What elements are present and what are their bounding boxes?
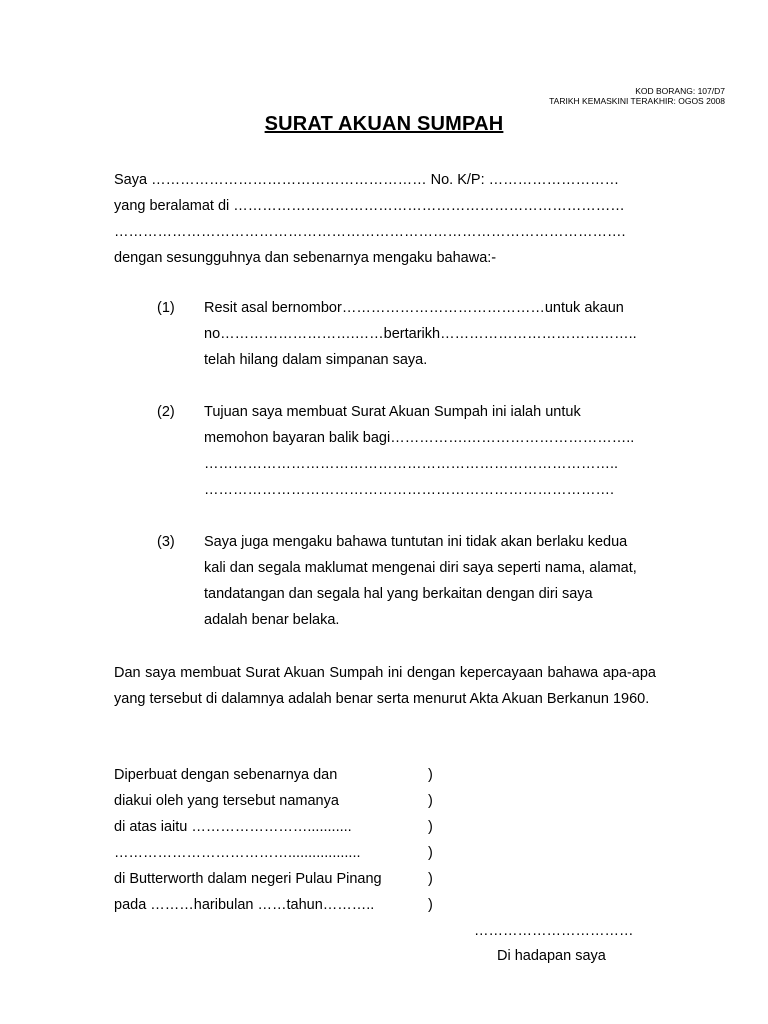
item-3-number: (3) xyxy=(157,534,175,550)
item-3-line-4: adalah benar belaka. xyxy=(204,612,340,628)
item-2-number: (2) xyxy=(157,404,175,420)
bracket-4: ) xyxy=(428,845,433,861)
intro-line-2: yang beralamat di ……………………………………………………………………… xyxy=(114,198,625,214)
witness-signature-line: …………………………… xyxy=(474,923,634,939)
sign-line-5: di Butterworth dalam negeri Pulau Pinang xyxy=(114,871,382,887)
bracket-6: ) xyxy=(428,897,433,913)
item-1-number: (1) xyxy=(157,300,175,316)
form-code: KOD BORANG: 107/D7 xyxy=(635,86,725,96)
intro-line-1: Saya ………………………………………………… No. K/P: ……………………… xyxy=(114,172,620,188)
item-1-line-2: no……………………….……bertarikh………………………………….. xyxy=(204,326,637,342)
declaration-paragraph: Dan saya membuat Surat Akuan Sumpah ini dengan kepercayaan bahawa apa-apa yang tersebut di dalamnya adalah benar serta menurut Akta Akuan Berkanun 1960. xyxy=(114,665,656,707)
bracket-3: ) xyxy=(428,819,433,835)
bracket-2: ) xyxy=(428,793,433,809)
item-3-line-3: tandatangan dan segala hal yang berkaitan dengan diri saya xyxy=(204,586,593,602)
item-1-line-1: Resit asal bernombor……………………………………untuk akaun xyxy=(204,300,624,316)
form-meta xyxy=(549,86,725,106)
sign-line-3: di atas iaitu ……………………........... xyxy=(114,819,352,835)
item-2-line-2: memohon bayaran balik bagi…………….…………………………….. xyxy=(204,430,635,446)
sign-line-2: diakui oleh yang tersebut namanya xyxy=(114,793,339,809)
witness-label: Di hadapan saya xyxy=(497,948,606,964)
item-3-line-1: Saya juga mengaku bahawa tuntutan ini tidak akan berlaku kedua xyxy=(204,534,628,550)
last-updated: TARIKH KEMASKINI TERAKHIR: OGOS 2008 xyxy=(549,96,725,106)
intro-line-3: ……………………………………………………………………………………………. xyxy=(114,224,626,240)
item-1-line-3: telah hilang dalam simpanan saya. xyxy=(204,352,428,368)
sign-line-4: ……………………………….................. xyxy=(114,845,361,861)
item-2-line-4: …………………………………………………………………………. xyxy=(204,482,615,498)
item-2-line-1: Tujuan saya membuat Surat Akuan Sumpah ini ialah untuk xyxy=(204,404,581,420)
document-title: SURAT AKUAN SUMPAH xyxy=(264,113,504,135)
item-3-line-2: kali dan segala maklumat mengenai diri saya seperti nama, alamat, xyxy=(204,560,637,576)
intro-line-4: dengan sesungguhnya dan sebenarnya mengaku bahawa:- xyxy=(114,250,497,266)
sign-line-6: pada ………haribulan ……tahun……….. xyxy=(114,897,375,913)
bracket-1: ) xyxy=(428,767,433,783)
bracket-5: ) xyxy=(428,871,433,887)
sign-line-1: Diperbuat dengan sebenarnya dan xyxy=(114,767,338,783)
item-2-line-3: ………………………………………………………………………….. xyxy=(204,456,619,472)
